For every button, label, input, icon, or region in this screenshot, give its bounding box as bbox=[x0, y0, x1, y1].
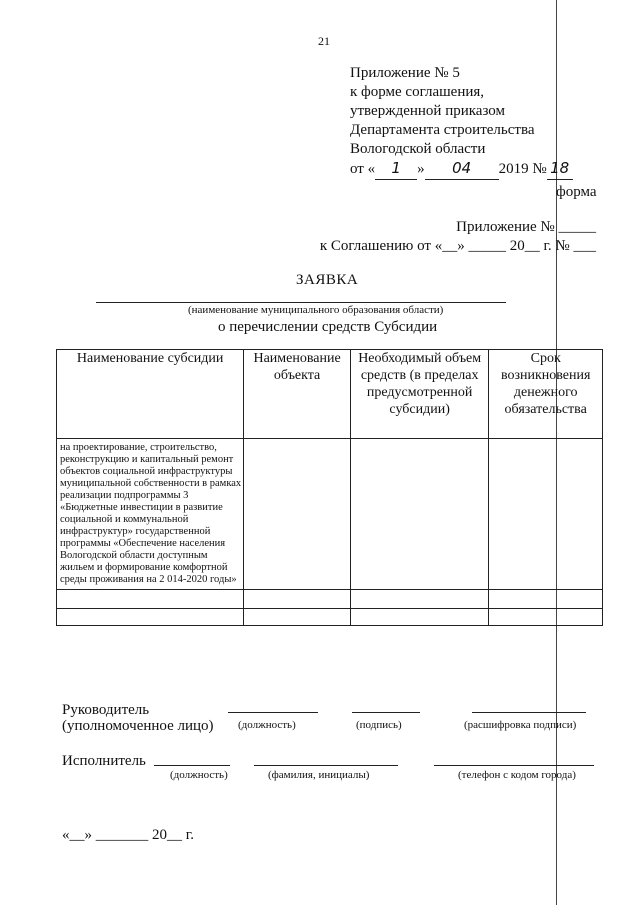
table-cell bbox=[489, 590, 603, 609]
executor-name-line bbox=[254, 765, 398, 766]
table-cell bbox=[57, 590, 244, 609]
agreement-appendix-line-2: к Соглашению от «__» _____ 20__ г. № ___ bbox=[319, 238, 596, 254]
signature-caption: (подпись) bbox=[356, 719, 402, 731]
executor-label: Исполнитель bbox=[62, 753, 146, 769]
executor-position-caption: (должность) bbox=[170, 769, 228, 781]
head-label: Руководитель bbox=[62, 702, 150, 718]
handwritten-day: 1 bbox=[391, 159, 401, 177]
executor-position-line bbox=[154, 765, 230, 766]
table-cell bbox=[350, 609, 488, 626]
document-subtitle: о перечислении средств Субсидии bbox=[218, 319, 438, 335]
document-title: ЗАЯВКА bbox=[296, 272, 359, 288]
request-table bbox=[56, 349, 603, 626]
handwritten-month: 04 bbox=[452, 159, 472, 177]
header-required-funds: Необходимый объем средств (в пределах предусмотренной субсидии) bbox=[350, 350, 488, 439]
executor-name-caption: (фамилия, инициалы) bbox=[268, 769, 370, 781]
table-cell bbox=[350, 439, 488, 590]
decoding-line bbox=[472, 712, 586, 713]
table-cell bbox=[244, 590, 351, 609]
appendix-line-3: утвержденной приказом bbox=[350, 103, 506, 119]
subsidy-description-cell: на проектирование, строительство, реконструкцию и капитальный ремонт объектов социальной инфраструктуры муниципальной собственности в рамках реализации подпрограммы 3 «Бюджетные инвестиции в развитие социальной и коммунальной инфраструктур» государственной программы «Обеспечение населения Вологодской области доступным жильем и формирование комфортной среды проживания на 2 014-2020 годы» bbox=[57, 439, 244, 590]
header-subsidy-name: Наименование субсидии bbox=[57, 350, 244, 439]
agreement-appendix-block bbox=[320, 218, 596, 256]
municipality-name-line bbox=[96, 302, 506, 303]
appendix-line-1: Приложение № 5 bbox=[350, 65, 460, 81]
table-cell bbox=[244, 439, 351, 590]
page-number: 21 bbox=[318, 34, 330, 48]
date-line: «__» _______ 20__ г. bbox=[62, 827, 194, 843]
header-object-name: Наименование объекта bbox=[244, 350, 351, 439]
decoding-caption: (расшифровка подписи) bbox=[464, 719, 577, 731]
handwritten-number: 18 bbox=[550, 159, 570, 177]
form-label: форма bbox=[556, 184, 597, 200]
agreement-appendix-line-1: Приложение № _____ bbox=[456, 219, 596, 235]
table-row bbox=[57, 590, 603, 609]
appendix-date-line: от « 1 » 04 2019 № 18 bbox=[350, 159, 573, 180]
appendix-line-2: к форме соглашения, bbox=[350, 84, 485, 100]
executor-phone-caption: (телефон с кодом города) bbox=[458, 769, 576, 781]
table-cell bbox=[350, 590, 488, 609]
table-cell bbox=[244, 609, 351, 626]
position-line bbox=[228, 712, 318, 713]
position-caption: (должность) bbox=[238, 719, 296, 731]
table-header-row bbox=[57, 350, 603, 439]
signature-line bbox=[352, 712, 420, 713]
executor-phone-line bbox=[434, 765, 594, 766]
header-obligation-term: Срок возникновения денежного обязательства bbox=[489, 350, 603, 439]
head-sublabel: (уполномоченное лицо) bbox=[62, 718, 214, 734]
table-row bbox=[57, 609, 603, 626]
table-cell bbox=[489, 439, 603, 590]
table-row bbox=[57, 439, 603, 590]
appendix-line-4: Департамента строительства bbox=[350, 122, 535, 138]
table-cell bbox=[489, 609, 603, 626]
appendix-line-5: Вологодской области bbox=[350, 141, 486, 157]
appendix-block bbox=[350, 64, 573, 180]
table-cell bbox=[57, 609, 244, 626]
municipality-caption: (наименование муниципального образования области) bbox=[188, 304, 444, 316]
